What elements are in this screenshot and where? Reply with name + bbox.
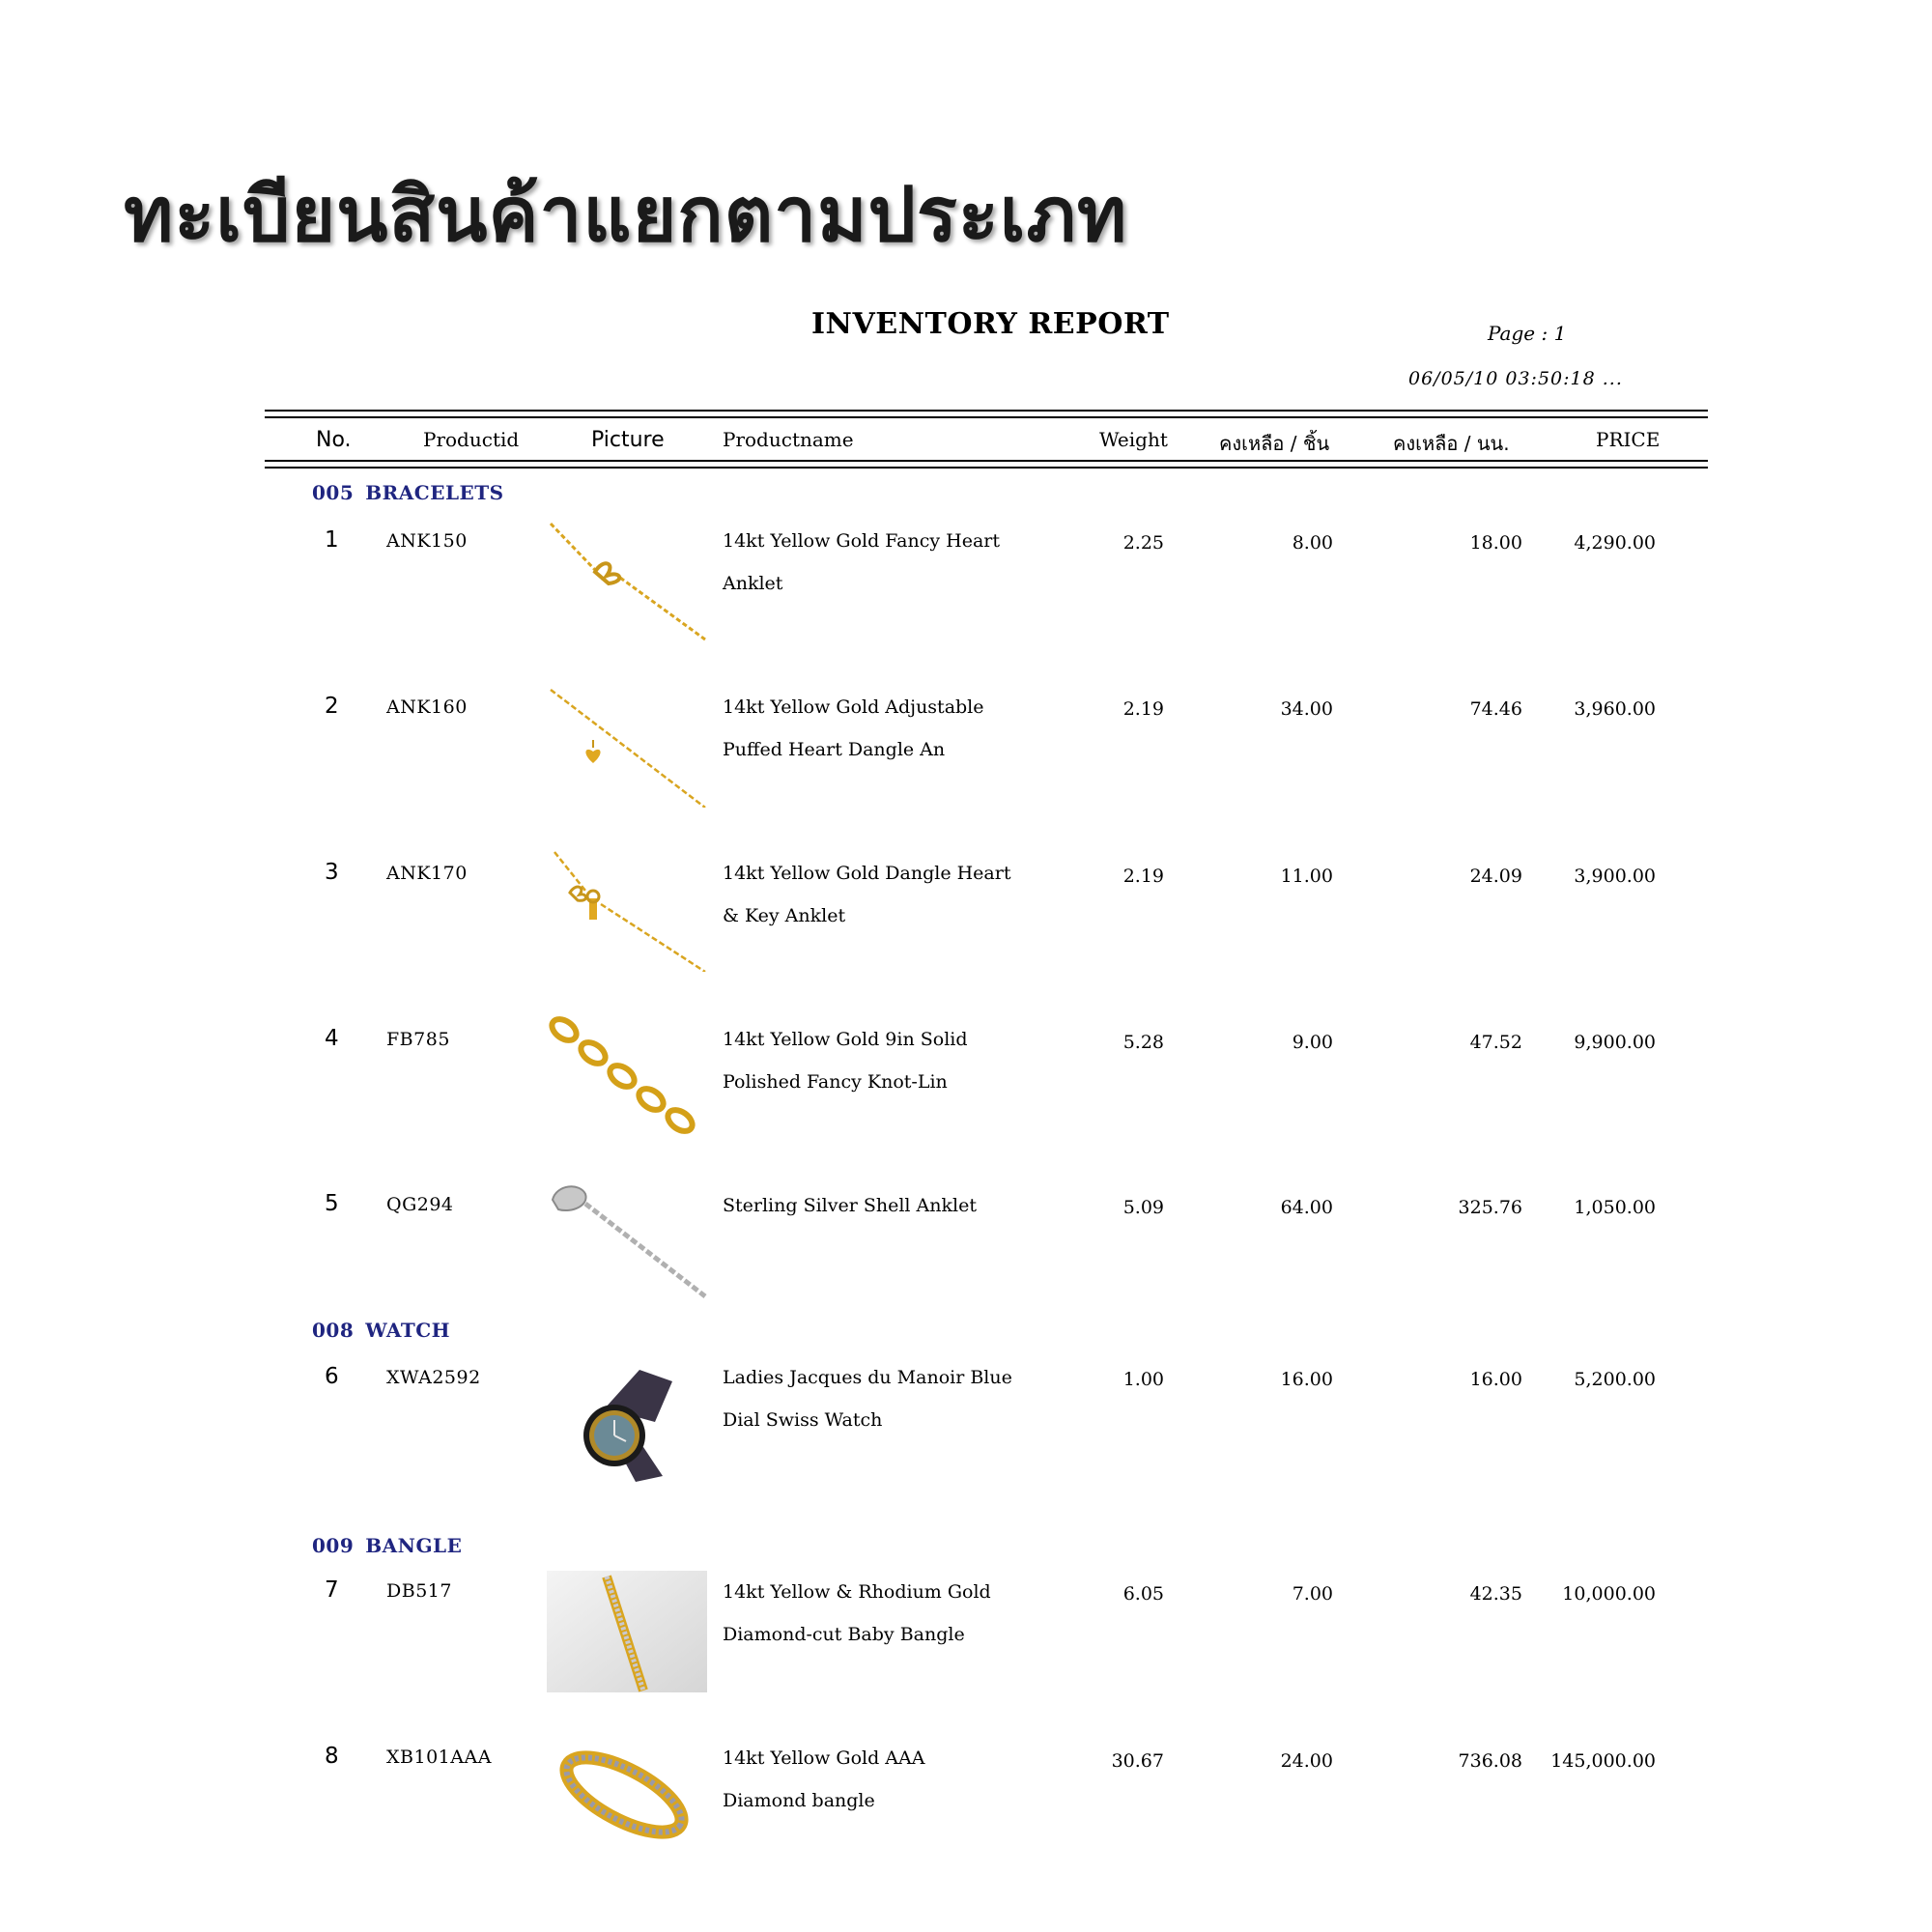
product-name-line: 14kt Yellow Gold AAA [723, 1747, 925, 1769]
column-header-weight: Weight [1099, 428, 1168, 451]
remaining-pieces-value: 11.00 [1280, 866, 1333, 887]
product-name-line: Diamond-cut Baby Bangle [723, 1624, 965, 1645]
remaining-pieces-value: 16.00 [1280, 1369, 1333, 1390]
remaining-pieces-value: 64.00 [1280, 1197, 1333, 1218]
product-name [723, 686, 1041, 771]
price-value: 4,290.00 [1574, 532, 1656, 554]
remaining-weight-value: 24.09 [1469, 866, 1522, 887]
row-number: 5 [325, 1191, 339, 1216]
product-name-line: Anklet [723, 573, 783, 594]
product-id: ANK170 [386, 863, 468, 884]
price-value: 9,900.00 [1574, 1032, 1656, 1053]
price-value: 10,000.00 [1562, 1583, 1656, 1605]
dangle-heart-anklet-image [547, 686, 707, 808]
product-name [723, 852, 1041, 937]
header-rule-top-2 [265, 416, 1708, 418]
header-rule-bottom-1 [265, 460, 1708, 462]
product-name-line: Sterling Silver Shell Anklet [723, 1195, 977, 1216]
product-name [723, 1018, 1041, 1103]
column-header-remain-weight: คงเหลือ / นน. [1393, 432, 1510, 455]
silver-shell-anklet-image [547, 1180, 707, 1302]
product-name-line: Puffed Heart Dangle An [723, 739, 946, 760]
remaining-weight-value: 18.00 [1469, 532, 1522, 554]
remaining-weight-value: 74.46 [1469, 698, 1522, 720]
remaining-weight-value: 325.76 [1458, 1197, 1522, 1218]
column-header-picture: Picture [591, 428, 665, 452]
weight-value: 30.67 [1111, 1750, 1164, 1772]
knot-link-bracelet-image [547, 1016, 707, 1138]
row-number: 4 [325, 1026, 339, 1051]
product-id: ANK160 [386, 696, 468, 718]
price-value: 1,050.00 [1574, 1197, 1656, 1218]
page-number: Page : 1 [1488, 322, 1567, 345]
column-header-remain-pieces: คงเหลือ / ชิ้น [1219, 432, 1330, 455]
group-code: 005 [312, 481, 355, 504]
remaining-pieces-value: 24.00 [1280, 1750, 1333, 1772]
group-name: BRACELETS [365, 481, 504, 504]
weight-value: 2.19 [1122, 866, 1164, 887]
group-header [312, 481, 504, 504]
weight-value: 5.09 [1122, 1197, 1164, 1218]
remaining-weight-value: 16.00 [1469, 1369, 1522, 1390]
diamond-bangle-image [547, 1737, 707, 1859]
header-rule-bottom-2 [265, 467, 1708, 469]
price-value: 3,900.00 [1574, 866, 1656, 887]
row-number: 3 [325, 860, 339, 885]
group-header [312, 1319, 450, 1342]
column-header-no: No. [316, 428, 352, 452]
product-name [723, 1571, 1041, 1656]
group-name: BANGLE [365, 1534, 463, 1557]
row-number: 7 [325, 1577, 339, 1603]
heart-key-anklet-image [547, 850, 707, 972]
row-number: 2 [325, 694, 339, 719]
heart-anklet-image [547, 520, 707, 641]
product-name-line: Ladies Jacques du Manoir Blue [723, 1367, 1012, 1388]
product-name [723, 520, 1041, 605]
remaining-pieces-value: 34.00 [1280, 698, 1333, 720]
remaining-weight-value: 47.52 [1469, 1032, 1522, 1053]
row-number: 8 [325, 1744, 339, 1769]
weight-value: 1.00 [1122, 1369, 1164, 1390]
product-name [723, 1184, 1041, 1227]
product-id: QG294 [386, 1194, 454, 1215]
row-number: 6 [325, 1364, 339, 1389]
product-id: XWA2592 [386, 1367, 481, 1388]
product-name [723, 1737, 1041, 1822]
group-code: 008 [312, 1319, 355, 1342]
column-header-price: PRICE [1596, 428, 1661, 451]
header-rule-top-1 [265, 410, 1708, 412]
product-name-line: & Key Anklet [723, 905, 846, 926]
price-value: 145,000.00 [1550, 1750, 1656, 1772]
product-name-line: 14kt Yellow Gold Adjustable [723, 696, 984, 718]
product-id: DB517 [386, 1580, 452, 1602]
product-id: ANK150 [386, 530, 468, 552]
product-name-line: 14kt Yellow Gold Fancy Heart [723, 530, 1001, 552]
weight-value: 2.19 [1122, 698, 1164, 720]
slide-title: ทะเบียนสินค้าแยกตามประเภท [124, 171, 1128, 259]
report-title: INVENTORY REPORT [811, 307, 1170, 341]
group-code: 009 [312, 1534, 355, 1557]
weight-value: 5.28 [1122, 1032, 1164, 1053]
remaining-weight-value: 42.35 [1469, 1583, 1522, 1605]
price-value: 3,960.00 [1574, 698, 1656, 720]
remaining-weight-value: 736.08 [1458, 1750, 1522, 1772]
product-name-line: 14kt Yellow Gold Dangle Heart [723, 863, 1011, 884]
product-id: FB785 [386, 1029, 450, 1050]
remaining-pieces-value: 8.00 [1292, 532, 1333, 554]
weight-value: 6.05 [1122, 1583, 1164, 1605]
product-id: XB101AAA [386, 1747, 492, 1768]
product-name-line: Polished Fancy Knot-Lin [723, 1071, 948, 1093]
group-header [312, 1534, 462, 1557]
column-header-productid: Productid [423, 428, 520, 451]
row-number: 1 [325, 527, 339, 553]
remaining-pieces-value: 9.00 [1292, 1032, 1333, 1053]
price-value: 5,200.00 [1574, 1369, 1656, 1390]
print-date: 06/05/10 03:50:18 ... [1408, 368, 1623, 389]
weight-value: 2.25 [1122, 532, 1164, 554]
baby-bangle-image [547, 1571, 707, 1692]
product-name-line: 14kt Yellow & Rhodium Gold [723, 1581, 991, 1603]
product-name-line: 14kt Yellow Gold 9in Solid [723, 1029, 968, 1050]
group-name: WATCH [365, 1319, 451, 1342]
column-header-productname: Productname [723, 428, 854, 451]
swiss-watch-image [547, 1360, 707, 1482]
product-name-line: Diamond bangle [723, 1790, 875, 1811]
product-name [723, 1356, 1041, 1441]
product-name-line: Dial Swiss Watch [723, 1409, 883, 1431]
remaining-pieces-value: 7.00 [1292, 1583, 1333, 1605]
